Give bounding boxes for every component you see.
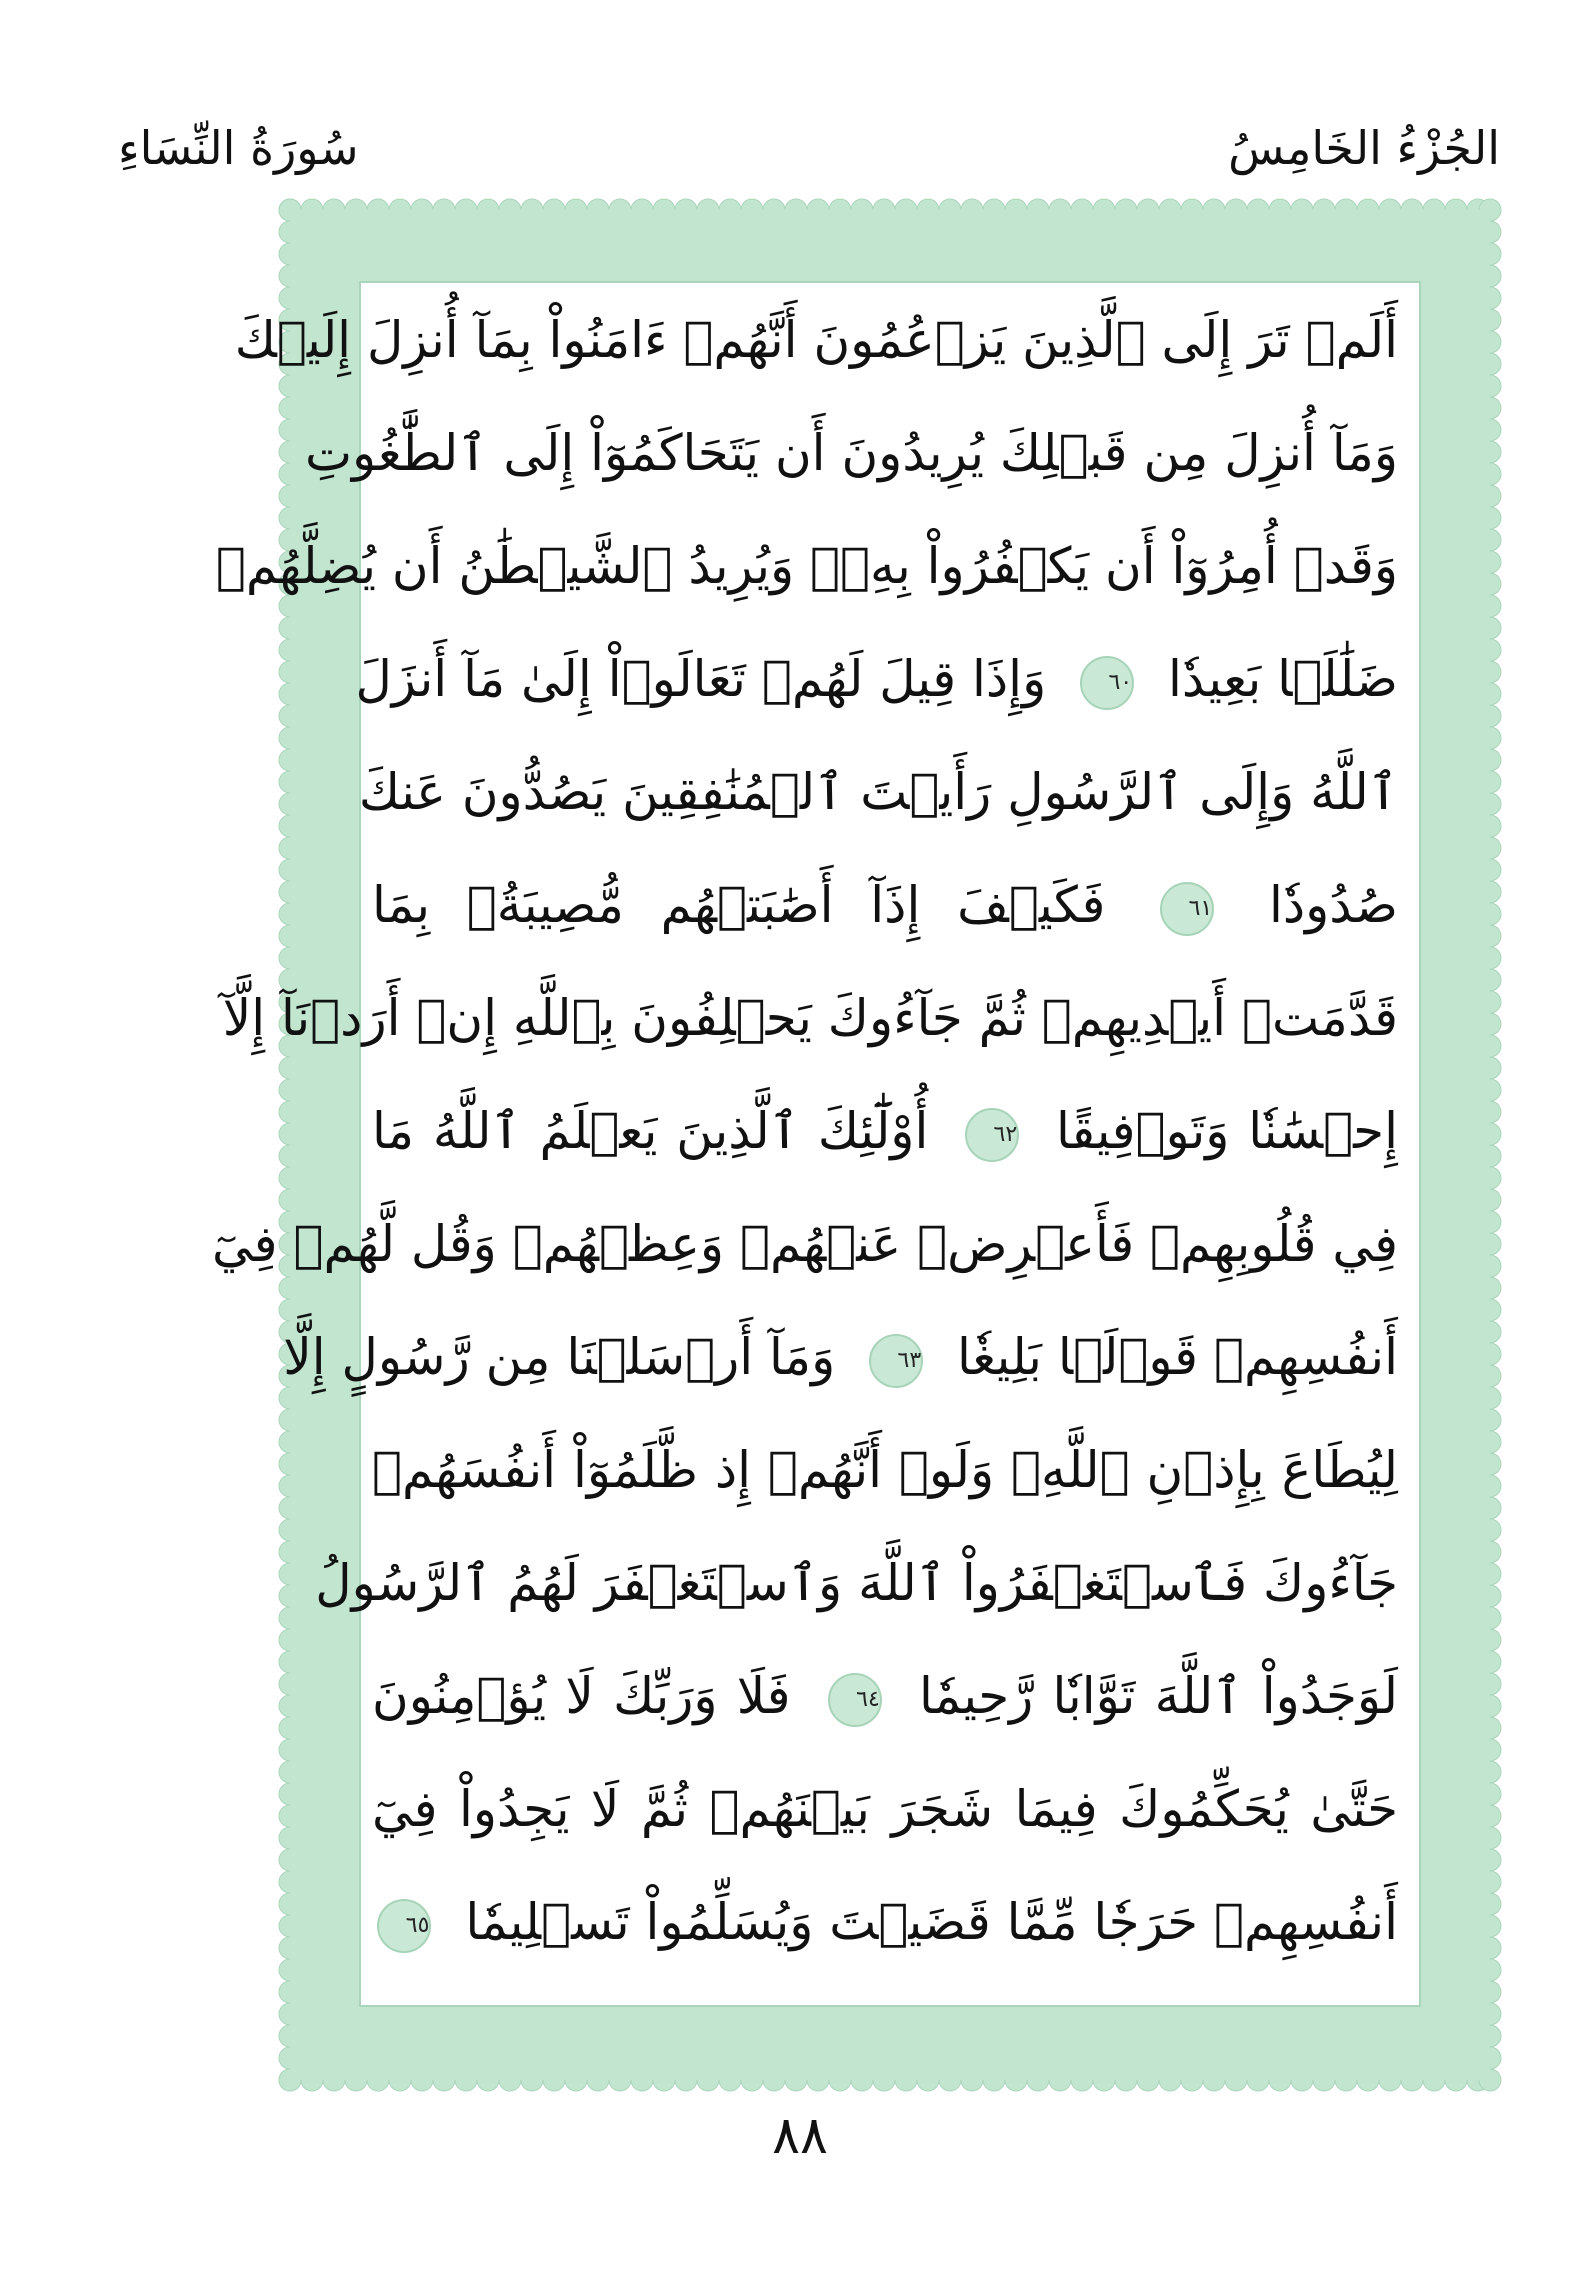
verse-line [372,1652,1398,1740]
verse-line [211,1200,1398,1288]
ayah-number-marker [1080,656,1134,710]
verse-line [372,1878,1398,1966]
ayah-number: ٦١ [1188,895,1213,921]
page-number: ٨٨ [772,2106,828,2166]
verse-segment: أُوْلَٰٓئِكَ ٱلَّذِينَ يَعۡلَمُ ٱللَّهُ مَا [372,1102,929,1160]
ayah-number-marker [377,1899,431,1953]
verse-line [372,1087,1398,1175]
verse-segment: وَإِذَا قِيلَ لَهُمۡ تَعَالَوۡاْ إِلَىٰ مَآ أَنزَلَ [355,650,1047,708]
verse-segment: فَلَا وَرَبِّكَ لَا يُؤۡمِنُونَ [372,1667,791,1725]
verse-segment: قَدَّمَتۡ أَيۡدِيهِمۡ ثُمَّ جَآءُوكَ يَحۡلِفُونَ بِٱللَّهِ إِنۡ أَرَدۡنَآ إِلَّآ [222,989,1398,1047]
ayah-number-marker [965,1108,1019,1162]
verse-line [222,974,1398,1062]
ayah-number-marker [1160,882,1214,936]
verse-segment: ضَلَٰلَۢا بَعِيدٗا [1168,650,1398,708]
verse-segment: وَقَدۡ أُمِرُوٓاْ أَن يَكۡفُرُواْ بِهِۦۖ وَيُرِيدُ ٱلشَّيۡطَٰنُ أَن يُضِلَّهُمۡ [215,537,1398,595]
verse-line [355,635,1398,723]
verse-line [372,1765,1398,1853]
verse-line [283,1313,1398,1401]
verse-segment: صُدُودٗا [1268,876,1398,934]
ayah-number: ٦٠ [1108,669,1133,695]
verse-line [215,522,1398,610]
ayah-number: ٦٤ [856,1686,880,1712]
ayah-number: ٦٢ [993,1121,1018,1147]
ayah-number: ٦٥ [405,1912,430,1938]
verse-text-block [211,296,1398,1966]
verse-line [234,296,1398,384]
verse-line [358,748,1398,836]
verse-line [315,1539,1398,1627]
verse-segment: أَنفُسِهِمۡ قَوۡلَۢا بَلِيغٗا [957,1328,1398,1386]
verse-segment: فِي قُلُوبِهِمۡ فَأَعۡرِضۡ عَنۡهُمۡ وَعِظۡهُمۡ وَقُل لَّهُمۡ فِيٓ [211,1215,1398,1273]
ayah-number-marker [828,1673,882,1727]
juz-title: الجُزْءُ الخَامِسُ [1228,121,1500,175]
verse-segment: أَنفُسِهِمۡ حَرَجٗا مِّمَّا قَضَيۡتَ وَيُسَلِّمُواْ تَسۡلِيمٗا [465,1893,1398,1951]
verse-segment: ٱللَّهُ وَإِلَى ٱلرَّسُولِ رَأَيۡتَ ٱلۡمُنَٰفِقِينَ يَصُدُّونَ عَنكَ [358,763,1398,821]
verse-line [304,409,1398,497]
verse-segment: إِحۡسَٰنٗا وَتَوۡفِيقًا [1056,1102,1398,1160]
verse-segment: وَمَآ أَرۡسَلۡنَا مِن رَّسُولٍ إِلَّا [283,1328,836,1386]
verse-segment: أَلَمۡ تَرَ إِلَى ٱلَّذِينَ يَزۡعُمُونَ أَنَّهُمۡ ءَامَنُواْ بِمَآ أُنزِلَ إِلَيۡكَ [234,311,1398,369]
verse-line [372,861,1398,949]
verse-segment: فَكَيۡفَ إِذَآ أَصَٰبَتۡهُم مُّصِيبَةُۢ بِمَا [372,876,1106,934]
verse-segment: لَوَجَدُواْ ٱللَّهَ تَوَّابٗا رَّحِيمٗا [919,1667,1398,1725]
ayah-number: ٦٣ [897,1347,922,1373]
surah-title: سُورَةُ النِّسَاءِ [118,121,359,175]
verse-line [372,1426,1398,1514]
verse-segment: جَآءُوكَ فَٱسۡتَغۡفَرُواْ ٱللَّهَ وَٱسۡتَغۡفَرَ لَهُمُ ٱلرَّسُولُ [315,1554,1398,1612]
verse-segment: لِيُطَاعَ بِإِذۡنِ ٱللَّهِۚ وَلَوۡ أَنَّهُمۡ إِذ ظَّلَمُوٓاْ أَنفُسَهُمۡ [372,1441,1398,1499]
ayah-number-marker [869,1334,923,1388]
verse-segment: حَتَّىٰ يُحَكِّمُوكَ فِيمَا شَجَرَ بَيۡنَهُمۡ ثُمَّ لَا يَجِدُواْ فِيٓ [372,1780,1398,1838]
verse-segment: وَمَآ أُنزِلَ مِن قَبۡلِكَ يُرِيدُونَ أَن يَتَحَاكَمُوٓاْ إِلَى ٱلطَّٰغُوتِ [304,424,1398,482]
